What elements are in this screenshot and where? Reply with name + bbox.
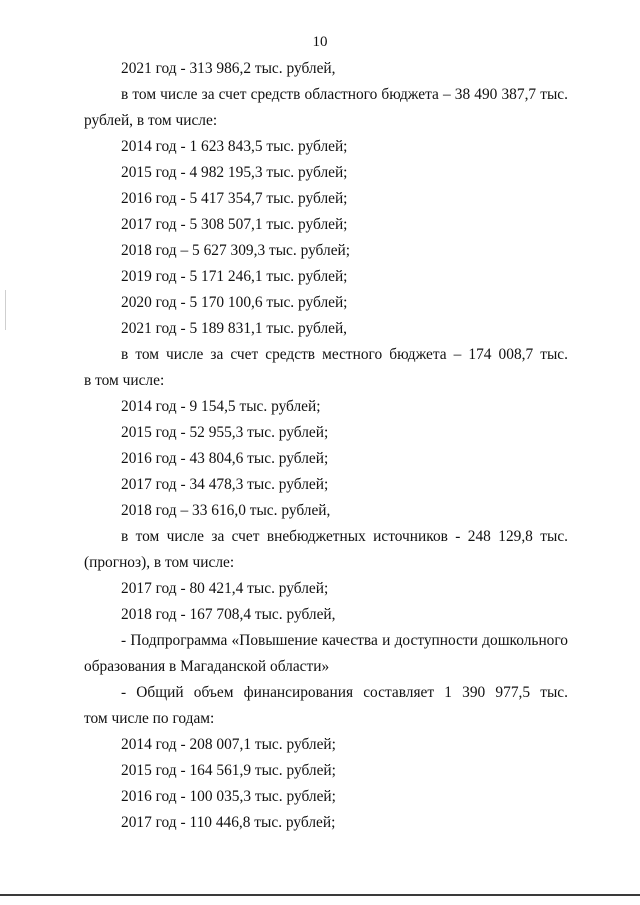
text-line: - Общий объем финансирования составляет 1 390 977,5 тыс. <box>121 684 568 701</box>
text-line: 2019 год - 5 171 246,1 тыс. рублей; <box>121 268 348 285</box>
text-line: рублей, в том числе: <box>84 112 218 129</box>
text-line: 2016 год - 5 417 354,7 тыс. рублей; <box>121 190 348 207</box>
text-line: в том числе за счет внебюджетных источников - 248 129,8 тыс. <box>121 528 568 545</box>
text-line: в том числе за счет средств областного бюджета – 38 490 387,7 тыс. <box>121 86 568 103</box>
text-line: 2015 год - 52 955,3 тыс. рублей; <box>121 424 329 441</box>
text-line: образования в Магаданской области» <box>84 658 330 675</box>
text-line: 2017 год - 34 478,3 тыс. рублей; <box>121 476 329 493</box>
text-line: 2018 год - 167 708,4 тыс. рублей, <box>121 606 336 623</box>
document-body <box>0 56 640 836</box>
text-line: 2015 год - 4 982 195,3 тыс. рублей; <box>121 164 348 181</box>
page-number: 10 <box>312 34 328 50</box>
text-line: в том числе: <box>84 372 165 389</box>
text-line: 2018 год – 5 627 309,3 тыс. рублей; <box>121 242 351 259</box>
text-line: 2016 год - 100 035,3 тыс. рублей; <box>121 788 336 805</box>
text-line: (прогноз), в том числе: <box>84 554 235 571</box>
text-line: 2021 год - 5 189 831,1 тыс. рублей, <box>121 320 348 337</box>
text-line: 2014 год - 1 623 843,5 тыс. рублей; <box>121 138 348 155</box>
text-line: 2015 год - 164 561,9 тыс. рублей; <box>121 762 336 779</box>
text-line: 2020 год - 5 170 100,6 тыс. рублей; <box>121 294 348 311</box>
text-line: 2014 год - 208 007,1 тыс. рублей; <box>121 736 336 753</box>
text-line: 2017 год - 110 446,8 тыс. рублей; <box>121 814 336 831</box>
text-line: 2017 год - 80 421,4 тыс. рублей; <box>121 580 329 597</box>
page-bottom-border <box>0 894 640 896</box>
text-line: - Подпрограмма «Повышение качества и доступности дошкольного <box>121 632 568 649</box>
text-line: в том числе за счет средств местного бюджета – 174 008,7 тыс. <box>121 346 568 363</box>
text-line: 2018 год – 33 616,0 тыс. рублей, <box>121 502 331 519</box>
text-line: 2021 год - 313 986,2 тыс. рублей, <box>121 60 336 77</box>
text-line: 2016 год - 43 804,6 тыс. рублей; <box>121 450 329 467</box>
text-line: 2014 год - 9 154,5 тыс. рублей; <box>121 398 321 415</box>
text-line: том числе по годам: <box>84 710 215 727</box>
text-line: 2017 год - 5 308 507,1 тыс. рублей; <box>121 216 348 233</box>
